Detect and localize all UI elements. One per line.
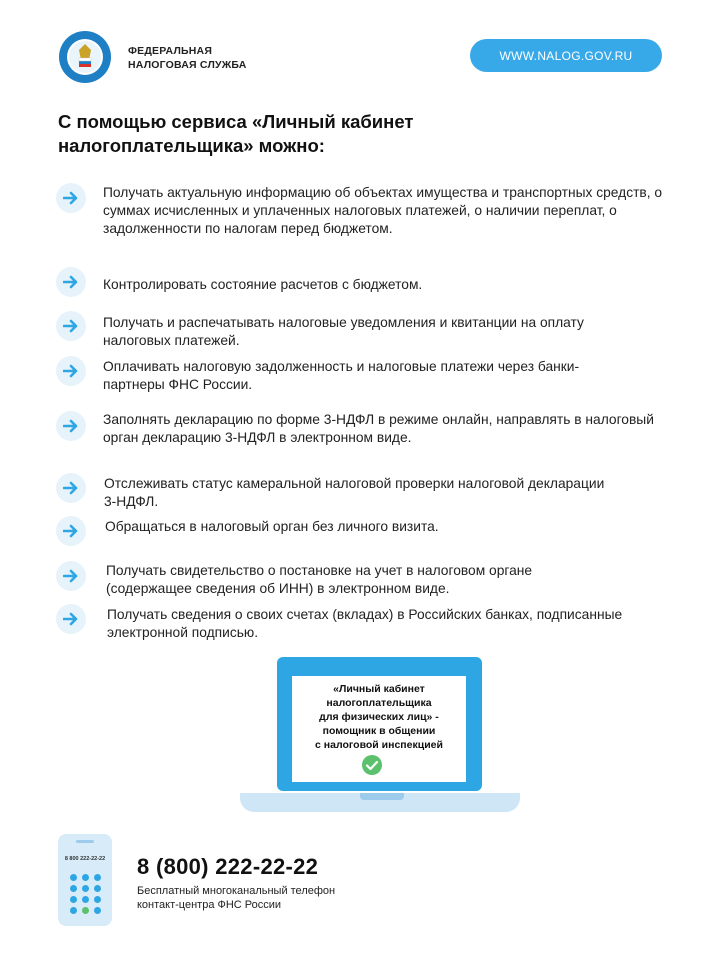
list-item: Обращаться в налоговый орган без личного визита. [105, 519, 439, 534]
list-item: Заполнять декларацию по форме 3-НДФЛ в режиме онлайн, направлять в налоговый орган декларацию 3-НДФЛ в электронном виде. [103, 412, 654, 445]
phone-description-line: контакт-центра ФНС России [137, 899, 282, 911]
arrow-right-icon [56, 604, 86, 634]
laptop-caption-line: «Личный кабинет [333, 683, 425, 695]
list-item: Получать сведения о своих счетах (вкладах) в Российских банках, подписанные электронной подписью. [107, 607, 623, 640]
laptop-caption-line: для физических лиц» - [319, 711, 439, 723]
phone-description-line: Бесплатный многоканальный телефон [137, 885, 336, 897]
arrow-right-icon [56, 183, 86, 213]
arrow-right-icon [56, 561, 86, 591]
list-item: Получать и распечатывать налоговые уведомления и квитанции на оплату налоговых платежей. [103, 315, 584, 348]
phone-number[interactable]: 8 (800) 222-22-22 [137, 854, 319, 879]
arrow-right-icon [56, 411, 86, 441]
list-item: Получать свидетельство о постановке на учет в налоговом органе (содержащее сведения об ИНН) в электронном виде. [106, 563, 533, 596]
laptop-caption-line: помощник в общении [322, 725, 436, 737]
arrow-right-icon [56, 473, 86, 503]
arrow-right-icon [56, 311, 86, 341]
list-item: Отслеживать статус камеральной налоговой проверки налоговой декларации 3-НДФЛ. [104, 476, 605, 509]
org-name-line2: НАЛОГОВАЯ СЛУЖБА [128, 59, 247, 71]
list-item: Получать актуальную информацию об объектах имущества и транспортных средств, о суммах исчисленных и уплаченных налоговых платежей, о наличии переплат, о задолженности по налогам перед бюджетом. [103, 185, 663, 236]
org-name-line1: ФЕДЕРАЛЬНАЯ [128, 45, 213, 57]
phone-screen-number: 8 800 222-22-22 [64, 856, 106, 862]
check-circle-icon [362, 755, 382, 775]
fns-logo [58, 30, 112, 84]
laptop-caption-line: налогоплательщика [326, 697, 432, 709]
laptop-caption-line: с налоговой инспекцией [315, 739, 443, 751]
page-title: С помощью сервиса «Личный кабинет налогоплательщика» можно: [58, 111, 414, 156]
phone-description [137, 884, 397, 912]
list-item: Контролировать состояние расчетов с бюджетом. [103, 277, 423, 292]
phone-illustration [58, 834, 112, 926]
arrow-right-icon [56, 356, 86, 386]
website-button[interactable]: WWW.NALOG.GOV.RU [470, 39, 662, 72]
laptop-caption [300, 682, 458, 752]
laptop-hinge [360, 793, 404, 800]
list-item: Оплачивать налоговую задолженность и налоговые платежи через банки-партнеры ФНС России. [103, 359, 580, 392]
arrow-right-icon [56, 516, 86, 546]
arrow-right-icon [56, 267, 86, 297]
org-name [128, 44, 247, 72]
